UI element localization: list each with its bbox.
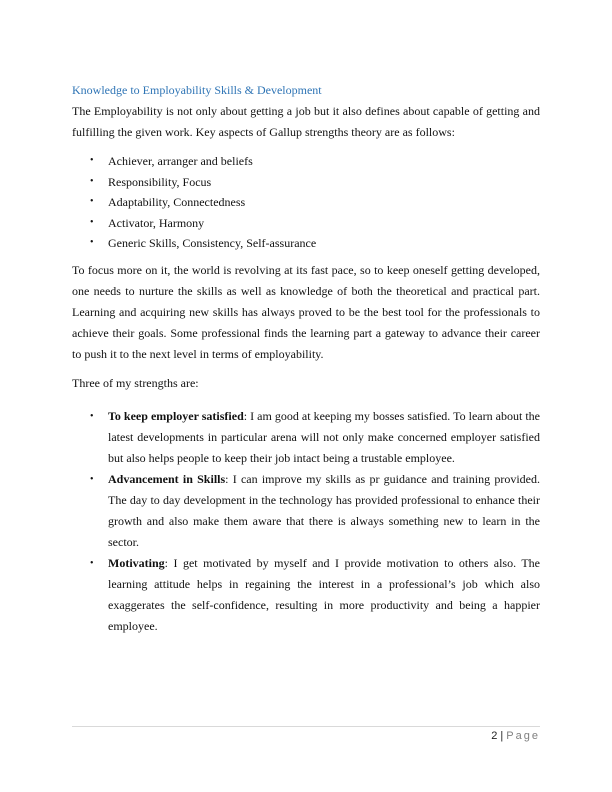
list-item — [72, 192, 540, 213]
bullet-icon: • — [90, 410, 94, 422]
strength-title: To keep employer satisfied — [108, 408, 244, 423]
list-item-text: Generic Skills, Consistency, Self-assurance — [108, 236, 317, 250]
page-label: Page — [506, 730, 540, 742]
bullet-icon: • — [90, 196, 94, 207]
strength-text: : I get motivated by myself and I provide motivation to others also. The learning attitude helps in regaining the interest in a professional’s job which also exaggerates the self-confidence, resulting in more productivity and being a happier employee. — [108, 555, 540, 633]
bullet-icon: • — [90, 237, 94, 248]
strength-title: Advancement in Skills — [108, 471, 226, 486]
page-content — [72, 82, 540, 637]
list-item — [72, 233, 540, 254]
bullet-icon: • — [90, 216, 94, 228]
strength-title: Motivating — [108, 555, 165, 570]
list-item — [72, 172, 540, 193]
page-footer — [491, 730, 540, 742]
list-item-text: Responsibility, Focus — [108, 174, 212, 189]
page-number: 2 — [491, 730, 498, 742]
bullet-icon: • — [90, 155, 94, 166]
list-item — [72, 151, 540, 172]
strength-text: : I am good at keeping my bosses satisfied. To learn about the latest developments in particular arena will not only make concerned employer satisfied but also helps people to keep their job intact being a trustable employee. — [108, 408, 541, 465]
aspects-list — [72, 151, 540, 254]
bullet-icon: • — [90, 557, 94, 569]
list-item-text: Achiever, arranger and beliefs — [108, 154, 253, 168]
list-item — [72, 213, 540, 234]
strength-text: : I can improve my skills as pr guidance and training provided. The day to day development in the technology has provided professional to enhance their growth and also make them aware that there is always something new to learn in the sector. — [108, 471, 540, 549]
strengths-list — [72, 406, 540, 637]
bullet-icon: • — [90, 175, 94, 187]
footer-separator: | — [500, 730, 504, 742]
list-item-text: Activator, Harmony — [108, 215, 205, 230]
focus-paragraph: To focus more on it, the world is revolving at its fast pace, so to keep oneself getting developed, one needs to nurture the skills as well as knowledge of both the theoretical and practical part. Learning and acquiring new skills has always proved to be the best tool for the professionals to achieve their goals. Some professional finds the learning part a gateway to advance their career to push it to the next level in terms of employability. — [72, 262, 540, 361]
strength-item — [72, 553, 540, 637]
list-item-text: Adaptability, Connectedness — [108, 195, 246, 209]
strength-item — [72, 406, 540, 469]
strengths-intro: Three of my strengths are: — [72, 375, 199, 390]
strength-item — [72, 469, 540, 553]
intro-paragraph: The Employability is not only about getting a job but it also defines about capable of getting and fulfilling the given work. Key aspects of Gallup strengths theory are as follows: — [72, 104, 540, 139]
footer-divider — [72, 726, 540, 727]
bullet-icon: • — [90, 473, 94, 485]
section-heading: Knowledge to Employability Skills & Development — [72, 83, 322, 97]
